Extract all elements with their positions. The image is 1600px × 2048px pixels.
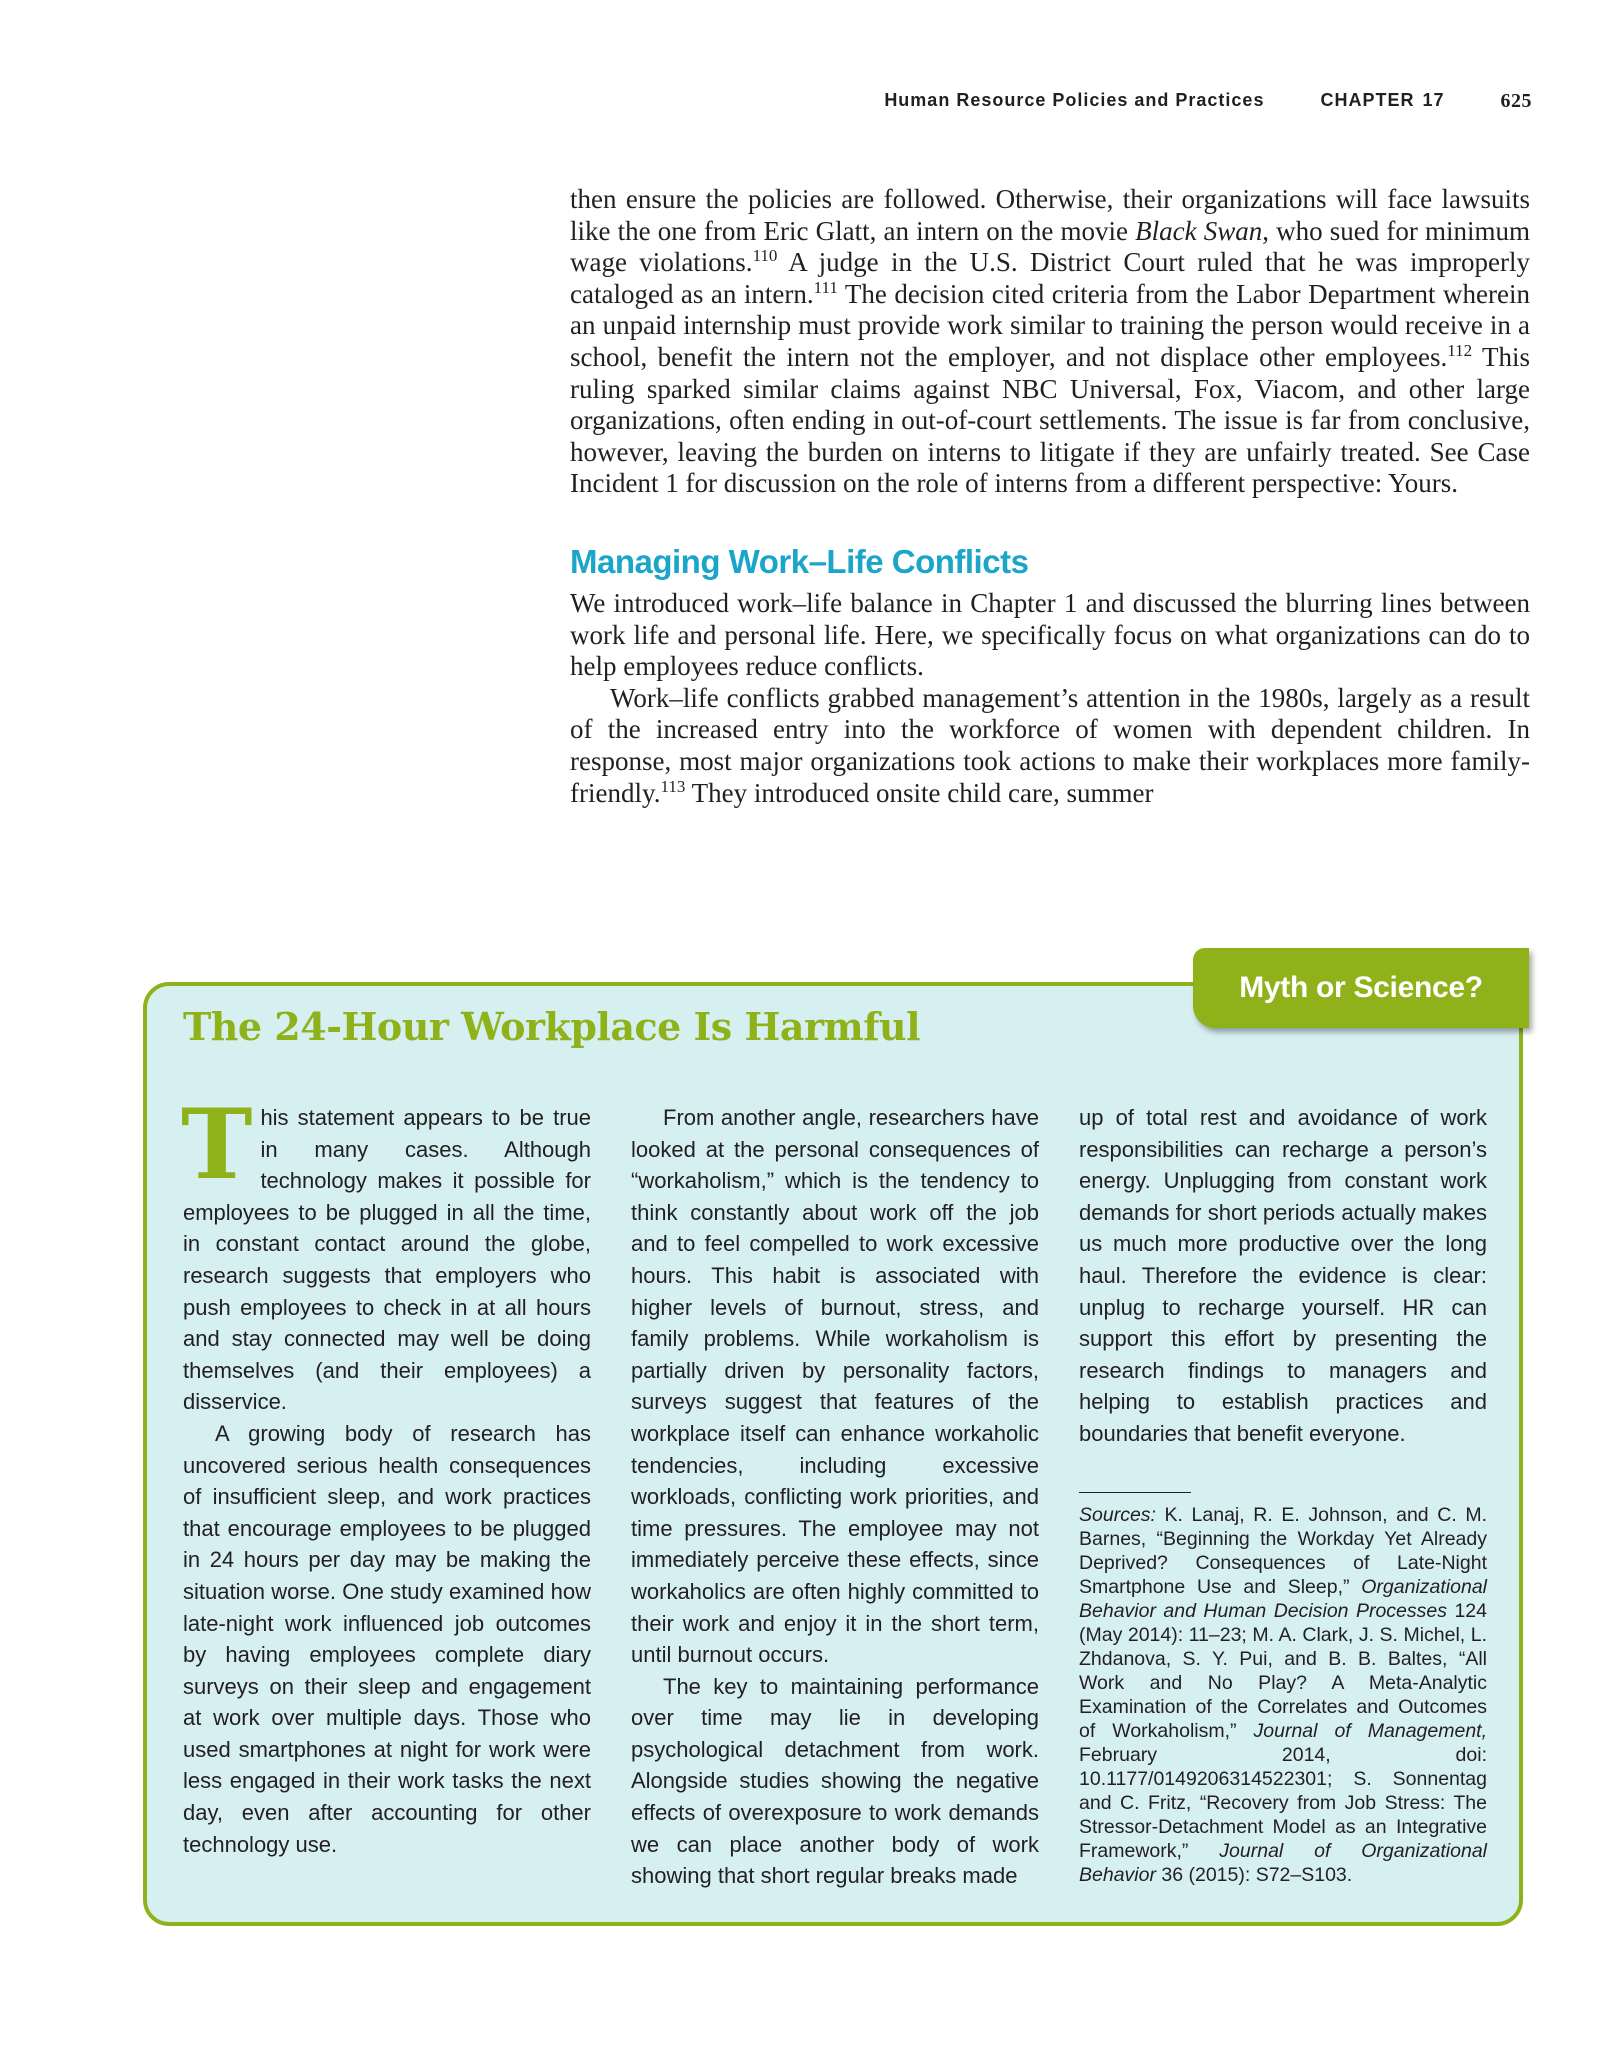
box-paragraph: The key to maintaining performance over time may lie in developing psychological detachment from work. Alongside studies showing the negative effects of overexposure to work demands we can place another body of work showing that short regular breaks made <box>631 1673 1039 1889</box>
box-paragraph: From another angle, researchers have looked at the personal consequences of “workaholism,” which is the tendency to think constantly about work off the job and to feel compelled to work excessive hours. This habit is associated with higher levels of burnout, stress, and family problems. While workaholism is partially driven by personality factors, surveys suggest that features of the workplace itself can enhance workaholic tendencies, including excessive workloads, conflicting work priorities, and time pressures. The employee may not immediately perceive these effects, since workaholics are often highly committed to their work and enjoy it in the short term, until burnout occurs. <box>631 1105 1039 1668</box>
endnote-ref: 111 <box>813 277 838 297</box>
endnote-ref: 110 <box>752 246 778 266</box>
main-text-column <box>570 184 1530 809</box>
page-number: 625 <box>1500 90 1532 112</box>
sources-note: Sources: K. Lanaj, R. E. Johnson, and C. M. Barnes, “Beginning the Workday Yet Already Deprived? Consequences of Late-Night Smartphone Use and Sleep,” Organizational Behavior and Human Decision Processes 124 (May 2014): 11–23; M. A. Clark, J. S. Michel, L. Zhdanova, S. Y. Pui, and B. B. Baltes, “All Work and No Play? A Meta-Analytic Examination of the Correlates and Outcomes of Workaholism,” Journal of Management, February 2014, doi: 10.1177/0149206314522301; S. Sonnentag and C. Fritz, “Recovery from Job Stress: The Stressor-Detachment Model as an Integrative Framework,” Journal of Organizational Behavior 36 (2015): S72–S103. <box>1079 1503 1487 1886</box>
endnote-ref: 113 <box>660 776 686 796</box>
running-head <box>884 90 1532 113</box>
box-paragraph: This statement appears to be true in many cases. Although technology makes it possible for employees to be plugged in all the time, in constant contact around the globe, research suggests that employers who push employees to check in at all hours and stay connected may well be doing themselves (and their employees) a disservice. <box>181 1088 591 1415</box>
movie-title: Black Swan <box>1135 215 1263 246</box>
myth-or-science-tag: Myth or Science? <box>1193 948 1529 1028</box>
running-head-chapter: CHAPTER 17 <box>1320 90 1445 110</box>
box-column-1 <box>181 1088 591 1860</box>
body-paragraph-interns: then ensure the policies are followed. Otherwise, their organizations will face lawsuits like the one from Eric Glatt, an intern on the movie Black Swan, who sued for minimum wage violations.$^{110}$ A judge in the U.S. District Court ruled that he was improperly cataloged as an intern.$^{111}$ The decision cited criteria from the Labor Department wherein an unpaid internship must provide work similar to training the person would receive in a school, benefit the intern not the employer, and not displace other employees.$^{112}$ This ruling sparked similar claims against NBC Universal, Fox, Viacom, and other large organizations, often ending in out-of-court settlements. The issue is far from conclusive, however, leaving the burden on interns to litigate if they are unfairly treated. See Case Incident 1 for discussion on the role of interns from a different perspective: Yours. <box>570 184 1530 499</box>
endnote-ref: 112 <box>1447 340 1473 360</box>
section-heading: Managing Work–Life Conflicts <box>570 542 1029 580</box>
box-paragraph: up of total rest and avoidance of work responsibilities can recharge a person’s energy. Unplugging from constant work demands for short periods actually makes us much more productive over the long haul. Therefore the evidence is clear: unplug to recharge yourself. HR can support this effort by presenting the research findings to managers and helping to establish practices and boundaries that benefit everyone. <box>1079 1105 1487 1446</box>
sources-divider <box>1079 1492 1191 1493</box>
box-paragraph: A growing body of research has uncovered serious health consequences of insufficient sleep, and work practices that encourage employees to be plugged in 24 hours per day may be making the situation worse. One study examined how late-night work influenced job outcomes by having employees complete diary surveys on their sleep and engagement at work over multiple days. Those who used smartphones at night for work were less engaged in their work tasks the next day, even after accounting for other technology use. <box>183 1420 591 1857</box>
drop-cap: T <box>181 1088 253 1201</box>
box-column-3 <box>1079 1102 1487 1887</box>
body-paragraph-worklife-history: Work–life conflicts grabbed management’s attention in the 1980s, largely as a result of the increased entry into the workforce of women with dependent children. In response, most major organizations took actions to make their workplaces more family-friendly.$^{113}$ They introduced onsite child care, summer <box>570 682 1530 808</box>
box-title: The 24-Hour Workplace Is Harmful <box>183 1004 921 1049</box>
body-paragraph-worklife-intro: We introduced work–life balance in Chapter 1 and discussed the blurring lines between work life and personal life. Here, we specifically focus on what organizations can do to help employees reduce conflicts. <box>570 587 1530 682</box>
running-head-section: Human Resource Policies and Practices <box>884 90 1265 110</box>
box-column-2 <box>631 1102 1039 1892</box>
